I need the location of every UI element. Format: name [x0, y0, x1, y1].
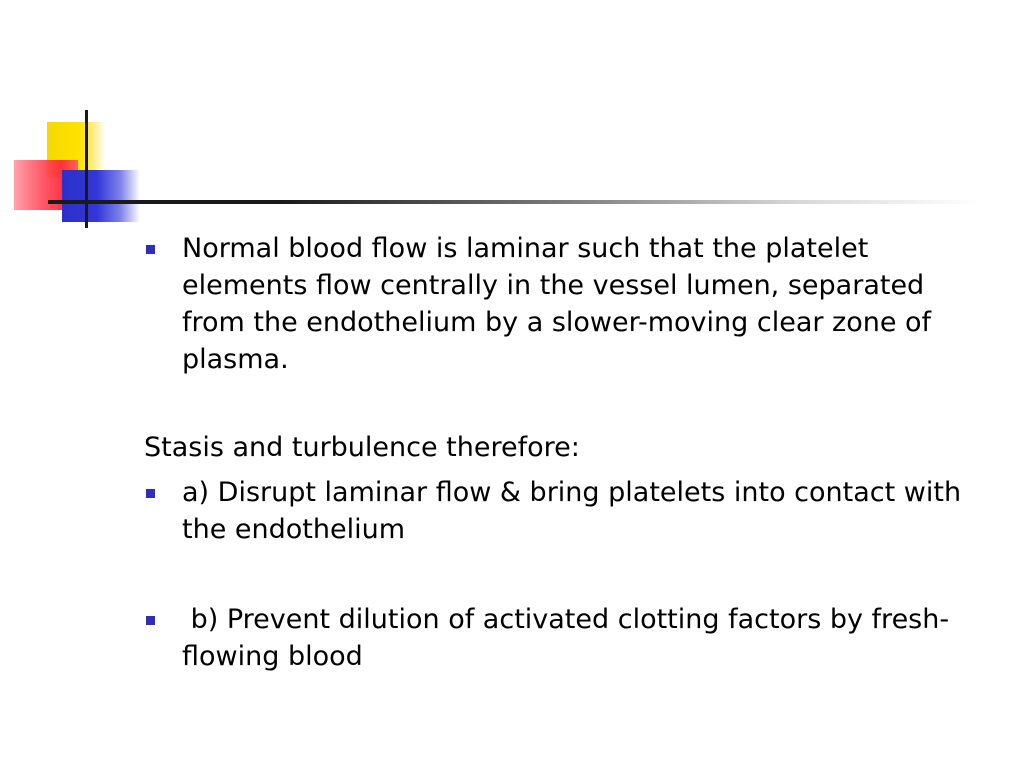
decor-vertical-rule: [85, 110, 88, 228]
bullet-item-prevent: [144, 601, 994, 675]
square-bullet-icon: [146, 245, 155, 254]
title-underline-rule: [48, 200, 978, 204]
bullet-item-disrupt: [144, 474, 994, 548]
square-bullet-icon: [146, 489, 155, 498]
slide-body: [144, 230, 994, 675]
intro-line: Stasis and turbulence therefore:: [144, 432, 580, 463]
title-decoration: [0, 0, 1024, 240]
bullet-text: b) Prevent dilution of activated clotting factors by fresh-flowing blood: [182, 604, 950, 672]
bullet-text: Normal blood flow is laminar such that the platelet elements flow centrally in the vessel lumen, separated from the endothelium by a slower-moving clear zone of plasma.: [182, 233, 932, 375]
bullet-item-laminar-flow: [144, 230, 994, 378]
square-bullet-icon: [146, 616, 155, 625]
bullet-text: a) Disrupt laminar flow & bring platelets into contact with the endothelium: [182, 477, 962, 545]
decor-blue-square: [62, 170, 140, 222]
